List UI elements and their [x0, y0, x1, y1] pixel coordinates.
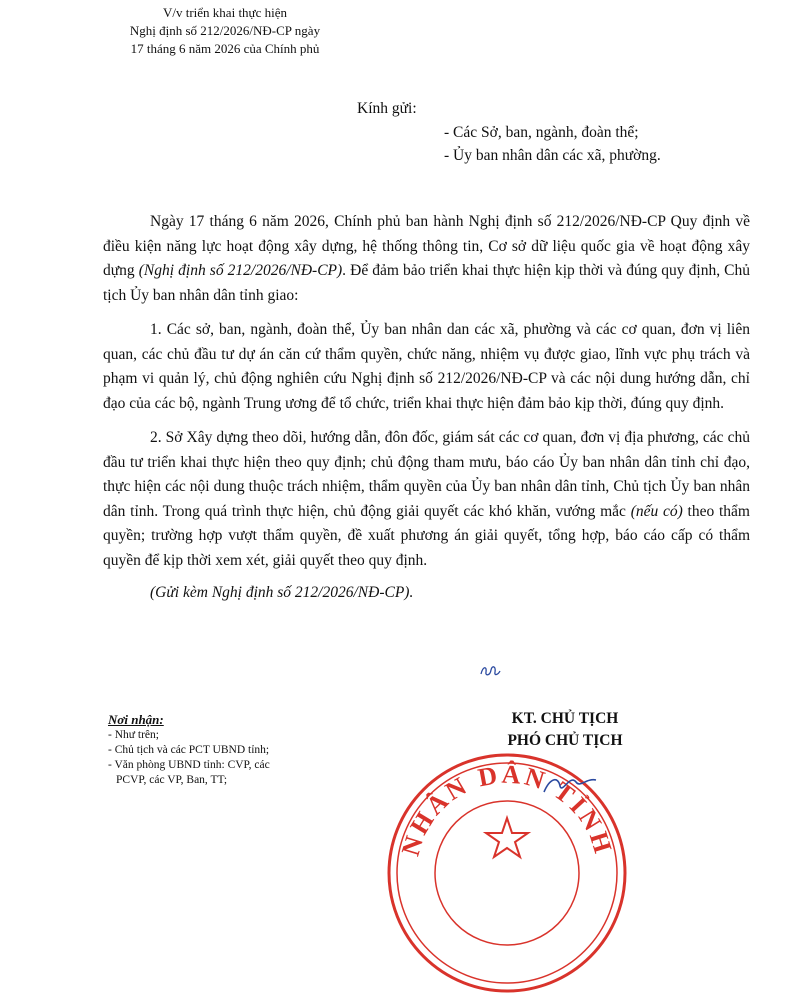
noi-nhan-item: - Như trên;: [108, 729, 159, 741]
letter-body: [103, 210, 750, 606]
noi-nhan-item: - Văn phòng UBND tỉnh: CVP, các: [108, 759, 270, 771]
initial-mark-icon: [478, 660, 502, 680]
recipients-footer: [108, 712, 348, 788]
recipient-item: - Các Sở, ban, ngành, đoàn thể;: [444, 124, 639, 141]
item-2-paragraph: [103, 426, 750, 573]
item-2-text-italic: (nếu có): [630, 502, 683, 520]
signer-title-2: PHÓ CHỦ TỊCH: [507, 732, 623, 749]
item-2-text-a: 2. Sở Xây dựng theo dõi, hướng dẫn, đôn đốc, giám sát các cơ quan, đơn vị địa phương, các chủ đầu tư triển khai thực hiện theo quy định; chủ động tham mưu, báo cáo Ủy ban nhân dân tỉnh chỉ đạo, thực hiện các nội dung thuộc trách nhiệm, thẩm quyền của Ủy ban nhân dân tỉnh, Chủ tịch Ủy ban nhân dân tỉnh. Trong quá trình thực hiện, chủ động giải quyết các khó khăn, vướng mắc: [103, 429, 750, 520]
noi-nhan-item: PCVP, các VP, Ban, TT;: [116, 774, 228, 786]
signer-title-1: KT. CHỦ TỊCH: [511, 710, 619, 727]
intro-text-a: Ngày 17 tháng 6 năm 2026, Chính phủ ban hành Nghị định số 212/2026/NĐ-CP Quy định về điều kiện năng lực hoạt động xây dựng, hệ thống thông tin, Cơ sở dữ liệu quốc gia về hoạt động xây dựng: [103, 213, 750, 279]
intro-text-italic: (Nghị định số 212/2026/NĐ-CP): [138, 262, 343, 279]
subject-line-3: 17 tháng 6 năm 2026 của Chính phủ: [130, 41, 320, 56]
item-2-text-b: theo thẩm quyền; trường hợp vượt thẩm quyền, đề xuất phương án giải quyết, tổng hợp, báo cáo cấp có thẩm quyền để kịp thời xem xét, giải quyết theo quy định.: [103, 502, 750, 569]
item-1-paragraph: 1. Các sở, ban, ngành, đoàn thể, Ủy ban nhân dan các xã, phường và các cơ quan, đơn vị liên quan, các chủ đầu tư dự án căn cứ thẩm quyền, chức năng, nhiệm vụ được giao, lĩnh vực phụ trách và phạm vi quản lý, chủ động nghiên cứu Nghị định số 212/2026/NĐ-CP và các nội dung hướng dẫn, chỉ đạo của các bộ, ngành Trung ương để tổ chức, triển khai thực hiện đảm bảo kịp thời, đúng quy định.: [103, 321, 750, 412]
subject-line-1: V/v triển khai thực hiện: [162, 5, 287, 20]
noi-nhan-title: Nơi nhận:: [108, 712, 164, 727]
intro-text-b: . Để đảm bảo triển khai thực hiện kịp thời và đúng quy định, Chủ tịch Ủy ban nhân dân tỉnh giao:: [103, 262, 750, 304]
recipient-item: - Ủy ban nhân dân các xã, phường.: [444, 147, 661, 164]
subject-block: [80, 4, 370, 58]
subject-line-2: Nghị định số 212/2026/NĐ-CP ngày: [129, 23, 321, 38]
salutation-label: Kính gửi:: [357, 100, 417, 117]
signature-icon: [540, 770, 600, 800]
recipient-list: [444, 121, 661, 167]
intro-paragraph: [103, 210, 750, 308]
official-seal-icon: [372, 738, 642, 1008]
attachment-note: (Gửi kèm Nghị định số 212/2026/NĐ-CP).: [150, 584, 414, 601]
seal-text: NHÂN DÂN TỈNH: [395, 759, 619, 860]
noi-nhan-item: - Chủ tịch và các PCT UBND tỉnh;: [108, 744, 270, 756]
